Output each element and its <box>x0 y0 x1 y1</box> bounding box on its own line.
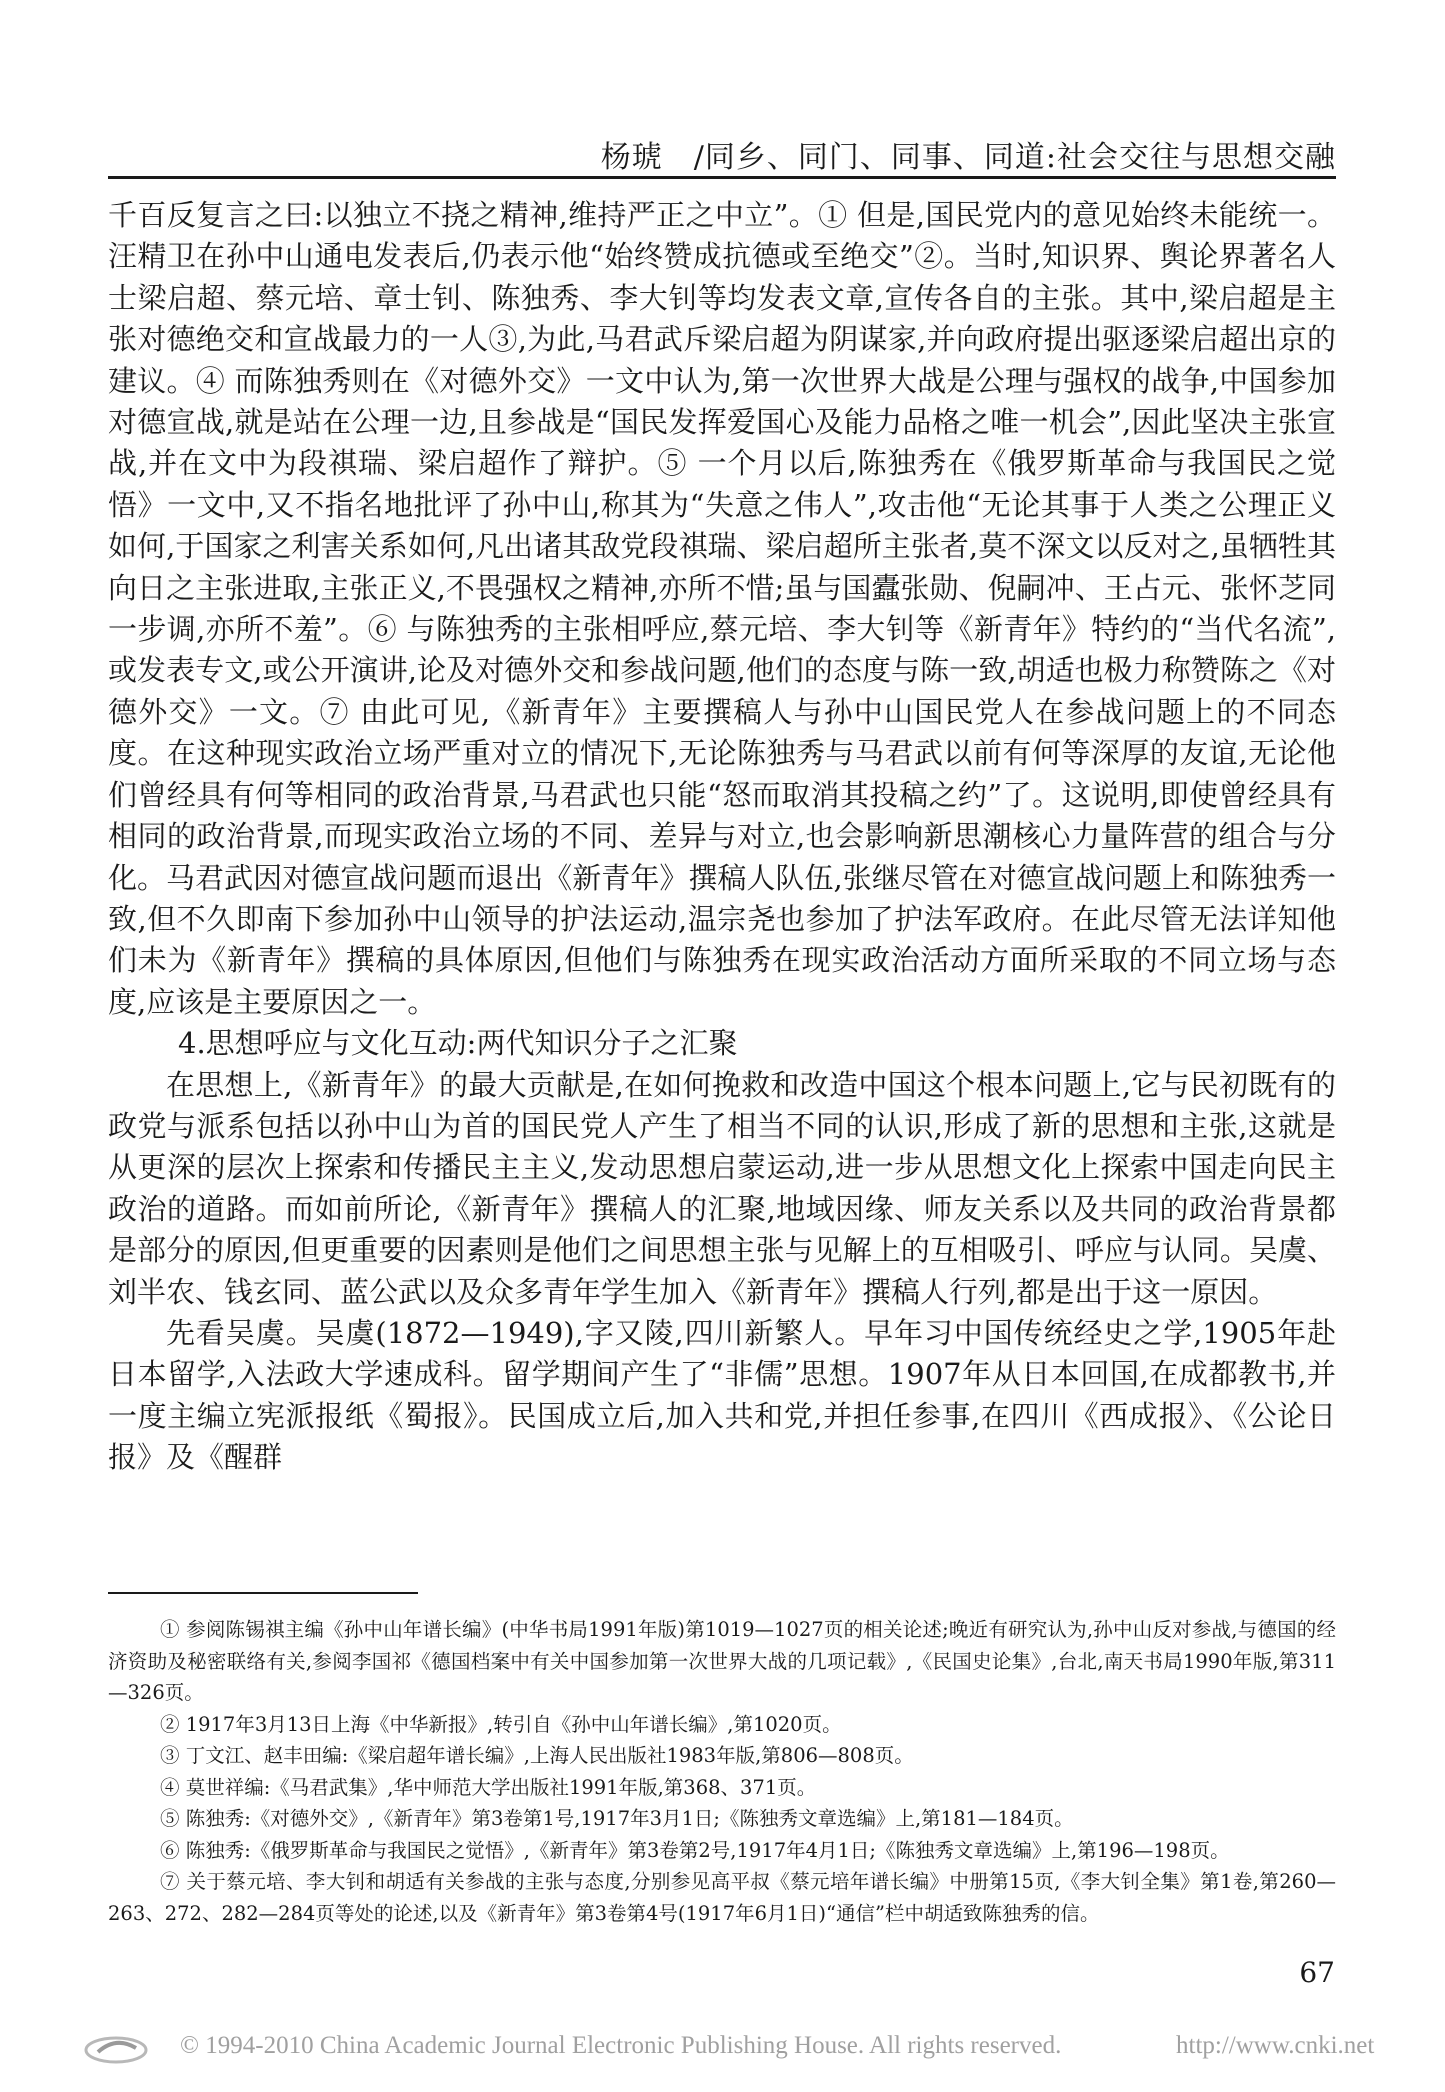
paragraph: 在思想上,《新青年》的最大贡献是,在如何挽救和改造中国这个根本问题上,它与民初既有的政党与派系包括以孙中山为首的国民党人产生了相当不同的认识,形成了新的思想和主张,这就是从更深的层次上探索和传播民主主义,发动思想启蒙运动,进一步从思想文化上探索中国走向民主政治的道路。而如前所论,《新青年》撰稿人的汇聚,地域因缘、师友关系以及共同的政治背景都是部分的原因,但更重要的因素则是他们之间思想主张与见解上的互相吸引、呼应与认同。吴虞、刘半农、钱玄同、蓝公武以及众多青年学生加入《新青年》撰稿人行列,都是出于这一原因。 <box>108 1067 1336 1309</box>
footnote: ④ 莫世祥编:《马君武集》,华中师范大学出版社1991年版,第368、371页。 <box>160 1775 817 1799</box>
footnote-rule <box>108 1592 418 1594</box>
footnote: ① 参阅陈锡祺主编《孙中山年谱长编》(中华书局1991年版)第1019—1027页的相关论述;晚近有研究认为,孙中山反对参战,与德国的经济资助及秘密联络有关,参阅李国祁《德国档案中有关中国参加第一次世界大战的几项记载》,《民国史论集》,台北,南天书局1990年版,第311—326页。 <box>108 1618 1336 1704</box>
section-heading: 4.思想呼应与文化互动:两代知识分子之汇聚 <box>178 1026 738 1061</box>
footnote: ② 1917年3月13日上海《中华新报》,转引自《孙中山年谱长编》,第1020页。 <box>160 1712 842 1736</box>
page-number: 67 <box>1299 1956 1335 1989</box>
footnote: ⑦ 关于蔡元培、李大钊和胡适有关参战的主张与态度,分别参见高平叔《蔡元培年谱长编》中册第15页,《李大钊全集》第1卷,第260—263、272、282—284页等处的论述,以及《新青年》第3卷第4号(1917年6月1日)“通信”栏中胡适致陈独秀的信。 <box>108 1870 1336 1925</box>
paragraph: 先看吴虞。吴虞(1872—1949),字又陵,四川新繁人。早年习中国传统经史之学,1905年赴日本留学,入法政大学速成科。留学期间产生了“非儒”思想。1907年从日本回国,在成都教书,并一度主编立宪派报纸《蜀报》。民国成立后,加入共和党,并担任参事,在四川《西成报》、《公论日报》及《醒群 <box>108 1315 1336 1475</box>
header-rule <box>108 176 1336 179</box>
publisher-url[interactable]: http://www.cnki.net <box>1176 2032 1375 2059</box>
footnotes <box>108 1614 1336 1929</box>
article-body <box>108 195 1336 1479</box>
footnote: ③ 丁文江、赵丰田编:《梁启超年谱长编》,上海人民出版社1983年版,第806—808页。 <box>160 1744 914 1767</box>
footnote: ⑥ 陈独秀:《俄罗斯革命与我国民之觉悟》,《新青年》第3卷第2号,1917年4月1日;《陈独秀文章选编》上,第196—198页。 <box>160 1838 1230 1862</box>
paragraph-continued: 千百反复言之曰:以独立不挠之精神,维持严正之中立”。① 但是,国民党内的意见始终未能统一。汪精卫在孙中山通电发表后,仍表示他“始终赞成抗德或至绝交”②。当时,知识界、舆论界著名人士梁启超、蔡元培、章士钊、陈独秀、李大钊等均发表文章,宣传各自的主张。其中,梁启超是主张对德绝交和宣战最力的一人③,为此,马君武斥梁启超为阴谋家,并向政府提出驱逐梁启超出京的建议。④ 而陈独秀则在《对德外交》一文中认为,第一次世界大战是公理与强权的战争,中国参加对德宣战,就是站在公理一边,且参战是“国民发挥爱国心及能力品格之唯一机会”,因此坚决主张宣战,并在文中为段祺瑞、梁启超作了辩护。⑤ 一个月以后,陈独秀在《俄罗斯革命与我国民之觉悟》一文中,又不指名地批评了孙中山,称其为“失意之伟人”,攻击他“无论其事于人类之公理正义如何,于国家之利害关系如何,凡出诸其敌党段祺瑞、梁启超所主张者,莫不深文以反对之,虽牺牲其向日之主张进取,主张正义,不畏强权之精神,亦所不惜;虽与国蠹张勋、倪嗣冲、王占元、张怀芝同一步调,亦所不羞”。⑥ 与陈独秀的主张相呼应,蔡元培、李大钊等《新青年》特约的“当代名流”,或发表专文,或公开演讲,论及对德外交和参战问题,他们的态度与陈一致,胡适也极力称赞陈之《对德外交》一文。⑦ 由此可见,《新青年》主要撰稿人与孙中山国民党人在参战问题上的不同态度。在这种现实政治立场严重对立的情况下,无论陈独秀与马君武以前有何等深厚的友谊,无论他们曾经具有何等相同的政治背景,马君武也只能“怒而取消其投稿之约”了。这说明,即使曾经具有相同的政治背景,而现实政治立场的不同、差异与对立,也会影响新思潮核心力量阵营的组合与分化。马君武因对德宣战问题而退出《新青年》撰稿人队伍,张继尽管在对德宣战问题上和陈独秀一致,但不久即南下参加孙中山领导的护法运动,温宗尧也参加了护法军政府。在此尽管无法详知他们未为《新青年》撰稿的具体原因,但他们与陈独秀在现实政治活动方面所采取的不同立场与态度,应该是主要原因之一。 <box>108 198 1336 1019</box>
footnote: ⑤ 陈独秀:《对德外交》,《新青年》第3卷第1号,1917年3月1日;《陈独秀文章选编》上,第181—184页。 <box>160 1807 1074 1830</box>
cnki-logo-icon <box>78 2030 158 2070</box>
copyright-notice: © 1994-2010 China Academic Journal Electronic Publishing House. All rights reserved. <box>180 2032 1062 2059</box>
running-header: 杨琥 /同乡、同门、同事、同道:社会交往与思想交融 <box>600 140 1336 175</box>
